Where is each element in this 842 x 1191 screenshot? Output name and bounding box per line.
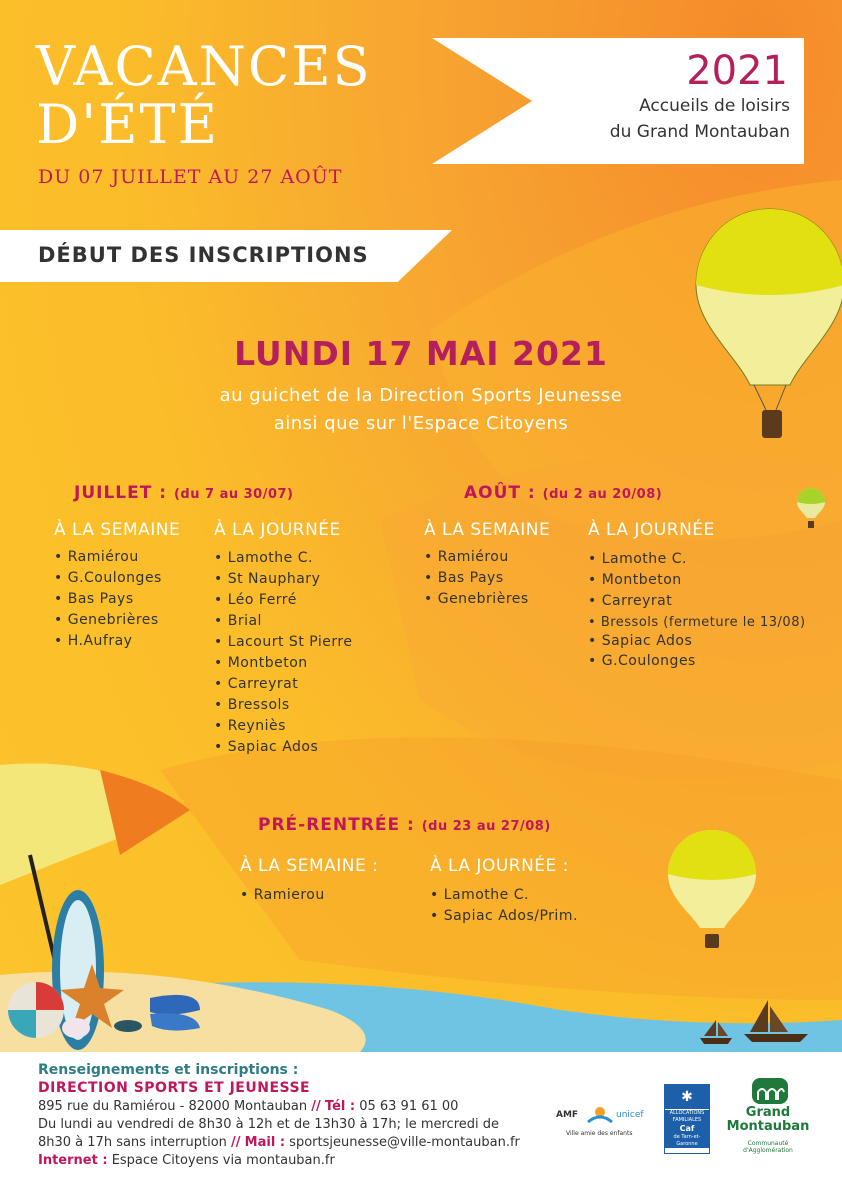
aout-week-list <box>424 547 529 610</box>
amf-logo-text: AMF <box>556 1110 579 1120</box>
unicef-logo-text: unicef <box>616 1110 644 1120</box>
arches-icon <box>752 1078 788 1104</box>
year-label: 2021 <box>686 48 788 94</box>
balloon-large-icon <box>694 205 842 440</box>
prerentree-week-list <box>240 885 325 906</box>
caf-logo <box>664 1084 710 1154</box>
registration-line-1: au guichet de la Direction Sports Jeunesse <box>219 385 623 406</box>
sailboats-icon <box>698 998 814 1048</box>
juillet-heading <box>74 483 294 503</box>
footer-hours-line: 8h30 à 17h sans interruption // Mail : sportsjeunesse@ville-montauban.fr <box>38 1135 520 1150</box>
grand-montauban-logo <box>722 1078 814 1160</box>
list-item: • Montbeton <box>588 570 806 591</box>
aout-week-header: À LA SEMAINE <box>424 520 551 540</box>
prerentree-week-header: À LA SEMAINE : <box>240 856 379 876</box>
list-item: • Sapiac Ados <box>214 737 352 758</box>
list-item: • Ramiérou <box>54 547 162 568</box>
list-item: • Ramiérou <box>424 547 529 568</box>
gm-line-3: Communauté d'Agglomération <box>743 1140 793 1154</box>
card-line-2: du Grand Montauban <box>609 122 790 142</box>
list-item: • Genebrières <box>54 610 162 631</box>
balloon-small-icon <box>796 487 826 529</box>
footer-internet-line <box>38 1153 335 1168</box>
footer-internet-link[interactable]: Espace Citoyens via montauban.fr <box>111 1153 335 1168</box>
footer-hours-2: 8h30 à 17h sans interruption <box>38 1135 227 1150</box>
list-item: • Sapiac Ados <box>588 631 806 651</box>
registration-band-text: DÉBUT DES INSCRIPTIONS <box>38 243 369 267</box>
prerentree-day-header: À LA JOURNÉE : <box>430 856 569 876</box>
juillet-week-list <box>54 547 162 652</box>
list-item: • Lacourt St Pierre <box>214 632 352 653</box>
aout-day-list <box>588 549 806 672</box>
aout-day-header: À LA JOURNÉE <box>588 520 715 540</box>
juillet-day-header: À LA JOURNÉE <box>214 520 341 540</box>
list-item: • Ramierou <box>240 885 325 906</box>
list-item: • Carreyrat <box>214 674 352 695</box>
list-item: • Léo Ferré <box>214 590 352 611</box>
list-item: • Reyniès <box>214 716 352 737</box>
registration-date: LUNDI 17 MAI 2021 <box>234 334 608 373</box>
list-item: • Sapiac Ados/Prim. <box>430 906 578 927</box>
list-item: • G.Coulonges <box>54 568 162 589</box>
footer-org: DIRECTION SPORTS ET JEUNESSE <box>38 1080 311 1096</box>
list-item: • Lamothe C. <box>588 549 806 570</box>
list-item: • Bas Pays <box>54 589 162 610</box>
footer-tel-label: Tél : <box>324 1099 356 1114</box>
list-item: • G.Coulonges <box>588 651 806 672</box>
footer-mail-label: Mail : <box>244 1135 286 1150</box>
aout-range: (du 2 au 20/08) <box>542 487 663 502</box>
list-item: • Bressols (fermeture le 13/08) <box>588 615 806 631</box>
prerentree-range: (du 23 au 27/08) <box>421 819 551 834</box>
juillet-range: (du 7 au 30/07) <box>173 487 294 502</box>
list-item: • H.Aufray <box>54 631 162 652</box>
footer-hours-1: Du lundi au vendredi de 8h30 à 12h et de 13h30 à 17h; le mercredi de <box>38 1117 499 1132</box>
amf-unicef-logo <box>556 1106 652 1142</box>
list-item: • Bressols <box>214 695 352 716</box>
list-item: • Montbeton <box>214 653 352 674</box>
juillet-heading-label: JUILLET : <box>74 483 168 503</box>
footer-address-line: 895 rue du Ramiérou - 82000 Montauban // Tél : 05 63 91 61 00 <box>38 1099 459 1114</box>
list-item: • Genebrières <box>424 589 529 610</box>
juillet-week-header: À LA SEMAINE <box>54 520 181 540</box>
prerentree-heading <box>258 815 551 835</box>
prerentree-heading-label: PRÉ-RENTRÉE : <box>258 815 415 835</box>
caf-line-1: ALLOCATIONS <box>669 1110 705 1116</box>
aout-heading <box>464 483 662 503</box>
footer-tel[interactable]: 05 63 91 61 00 <box>359 1099 459 1114</box>
card-line-1: Accueils de loisirs <box>639 96 790 116</box>
footer-title: Renseignements et inscriptions : <box>38 1062 299 1078</box>
list-item: • Lamothe C. <box>214 548 352 569</box>
page-title <box>36 35 372 156</box>
registration-line-2: ainsi que sur l'Espace Citoyens <box>273 413 569 434</box>
child-icon <box>586 1106 614 1126</box>
footer-address: 895 rue du Ramiérou - 82000 Montauban <box>38 1099 308 1114</box>
list-item: • Carreyrat <box>588 591 806 612</box>
caf-line-4: de Tarn-et-Garonne <box>673 1134 701 1147</box>
date-range: DU 07 JUILLET AU 27 AOÛT <box>38 166 343 188</box>
gm-line-1: Grand <box>745 1105 791 1120</box>
balloon-medium-icon <box>666 828 758 950</box>
list-item: • St Nauphary <box>214 569 352 590</box>
juillet-day-list <box>214 548 352 758</box>
footer-mail-link[interactable]: sportsjeunesse@ville-montauban.fr <box>289 1135 520 1150</box>
aout-heading-label: AOÛT : <box>464 483 536 503</box>
caf-line-3: Caf <box>679 1124 695 1133</box>
beach-items-icon <box>0 958 210 1048</box>
title-line-1: VACANCES <box>36 35 372 98</box>
list-item: • Bas Pays <box>424 568 529 589</box>
footer-internet-label: Internet : <box>38 1153 108 1168</box>
list-item: • Lamothe C. <box>430 885 578 906</box>
gm-line-2: Montauban <box>726 1119 810 1134</box>
title-line-2: D'ÉTÉ <box>36 93 219 156</box>
list-item: • Brial <box>214 611 352 632</box>
caf-line-2: FAMILIALES <box>672 1117 702 1123</box>
caf-emblem-icon: ✱ <box>665 1085 709 1109</box>
amf-caption: Ville amie des enfants <box>566 1130 633 1137</box>
prerentree-day-list <box>430 885 578 927</box>
